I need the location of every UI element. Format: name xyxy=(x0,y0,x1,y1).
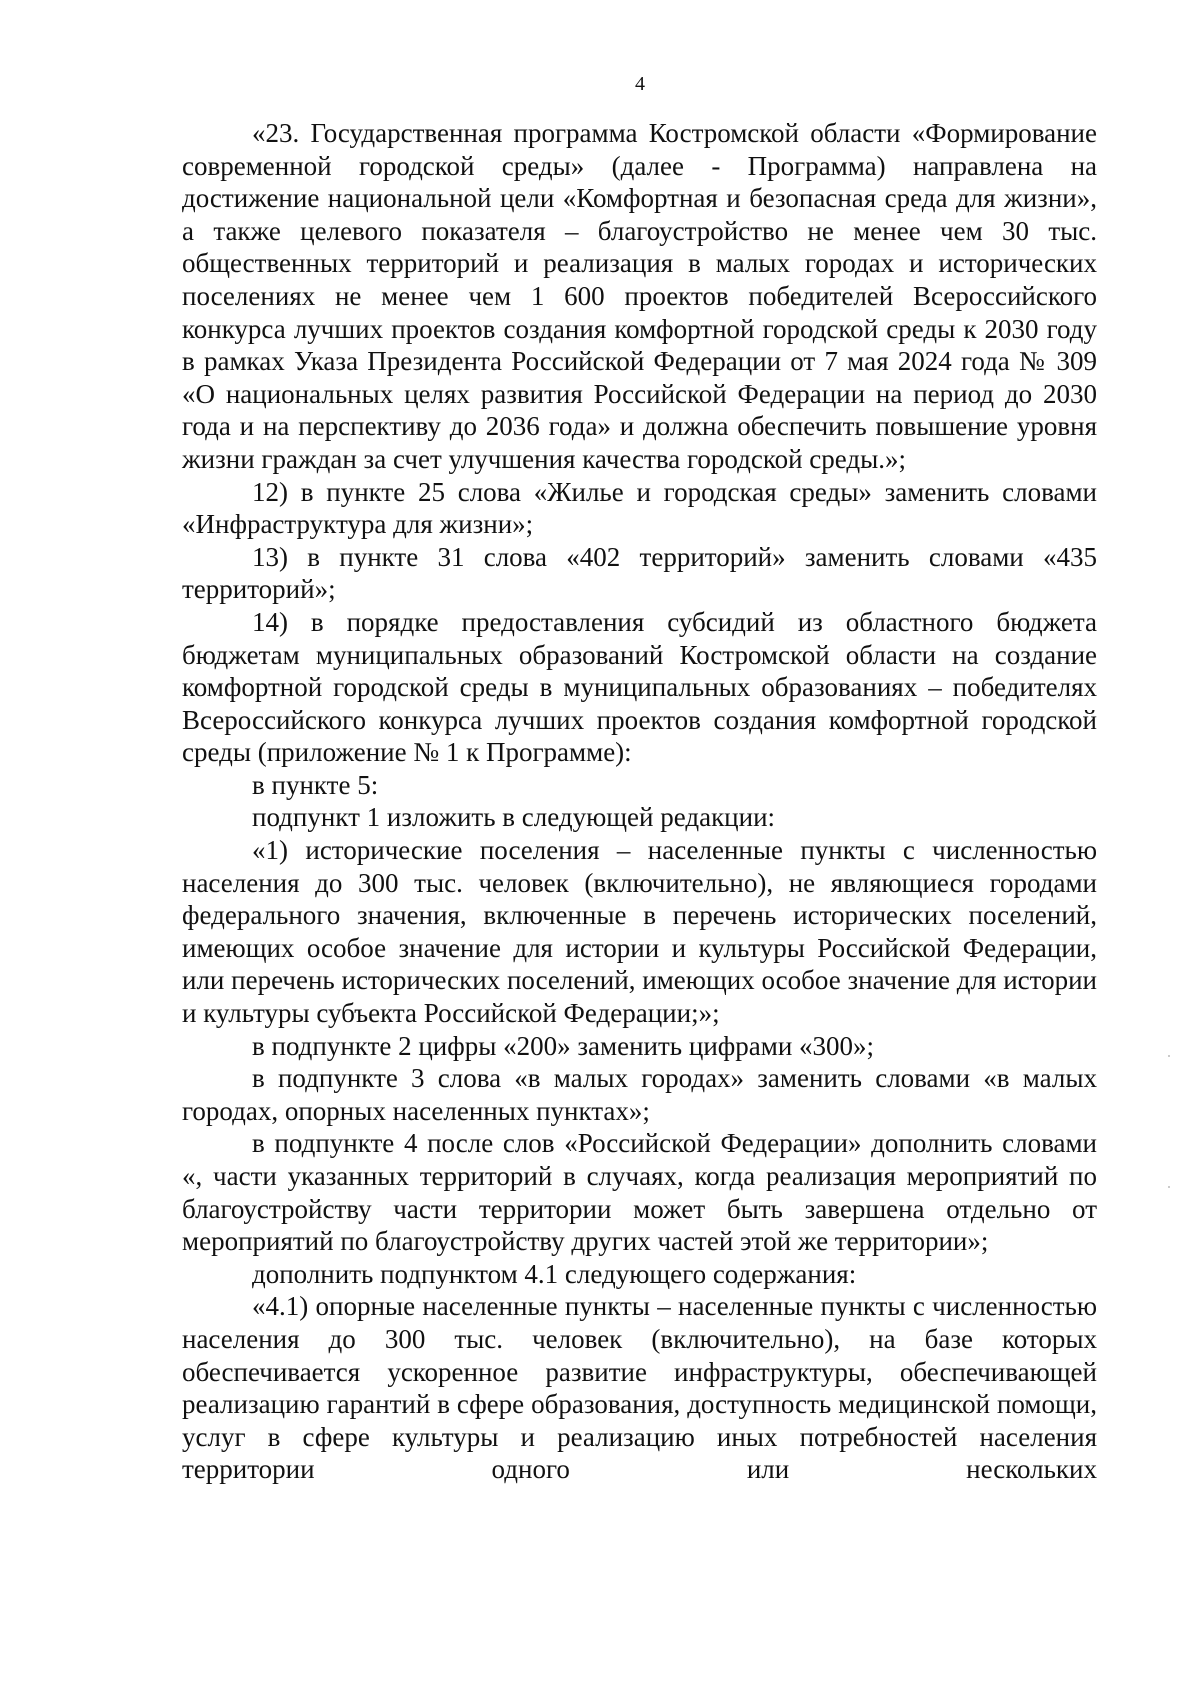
paragraph-item-14: 14) в порядке предоставления субсидий из областного бюджета бюджетам муниципальных образований Костромской области на создание комфортной городской среды в муниципальных образованиях – победителях Всероссийского конкурса лучших проектов создания комфортной городской среды (приложение № 1 к Программе): xyxy=(182,606,1097,768)
paragraph-subpoint-3: в подпункте 3 слова «в малых городах» заменить словами «в малых городах, опорных населенных пунктах»; xyxy=(182,1063,1097,1126)
scan-speck xyxy=(1168,1055,1170,1057)
paragraph-subpoint-4: в подпункте 4 после слов «Российской Федерации» дополнить словами «, части указанных территорий в случаях, когда реализация мероприятий по благоустройству части территории может быть завершена отдельно от мероприятий по благоустройству других частей этой же территории»; xyxy=(182,1128,1097,1257)
paragraph-subpoint-4-1: «4.1) опорные населенные пункты – населенные пункты с численностью населения до 300 тыс. человек (включительно), на базе которых обеспечивается ускоренное развитие инфраструктуры, обеспечивающей реализацию гарантий в сфере образования, доступность медицинской помощи, услуг в сфере культуры и реализацию иных потребностей населения территории одного или нескольких xyxy=(182,1291,1097,1485)
paragraph-subpoint-1-edit: подпункт 1 изложить в следующей редакции: xyxy=(252,802,776,833)
paragraph-subpoint-2: в подпункте 2 цифры «200» заменить цифрами «300»; xyxy=(252,1030,875,1061)
page-number: 4 xyxy=(635,73,645,95)
paragraph-item-12: 12) в пункте 25 слова «Жилье и городская среды» заменить словами «Инфраструктура для жизни»; xyxy=(182,476,1097,540)
scan-speck xyxy=(1168,1186,1170,1188)
paragraph-program-goal: «23. Государственная программа Костромской области «Формирование современной городской среды» (далее - Программа) направлена на достижение национальной цели «Комфортная и безопасная среда для жизни», а также целевого показателя – благоустройство не менее чем 30 тыс. общественных территорий и реализация в малых городах и исторических поселениях не менее чем 1 600 проектов победителей Всероссийского конкурса лучших проектов создания комфортной городской среды к 2030 году в рамках Указа Президента Российской Федерации от 7 мая 2024 года № 309 «О национальных целях развития Российской Федерации на период до 2030 года и на перспективу до 2036 года» и должна обеспечить повышение уровня жизни граждан за счет улучшения качества городской среды.»; xyxy=(182,118,1097,474)
document-body xyxy=(182,117,1097,1486)
paragraph-point-5: в пункте 5: xyxy=(252,769,379,800)
paragraph-item-13: 13) в пункте 31 слова «402 территорий» заменить словами «435 территорий»; xyxy=(182,541,1097,605)
paragraph-historic-settlements: «1) исторические поселения – населенные пункты с численностью населения до 300 тыс. человек (включительно), не являющиеся городами федерального значения, включенные в перечень исторических поселений, имеющих особое значение для истории и культуры Российской Федерации, или перечень исторических поселений, имеющих особое значение для истории и культуры субъекта Российской Федерации;»; xyxy=(182,835,1097,1029)
paragraph-add-subpoint-4-1: дополнить подпунктом 4.1 следующего содержания: xyxy=(252,1258,857,1289)
